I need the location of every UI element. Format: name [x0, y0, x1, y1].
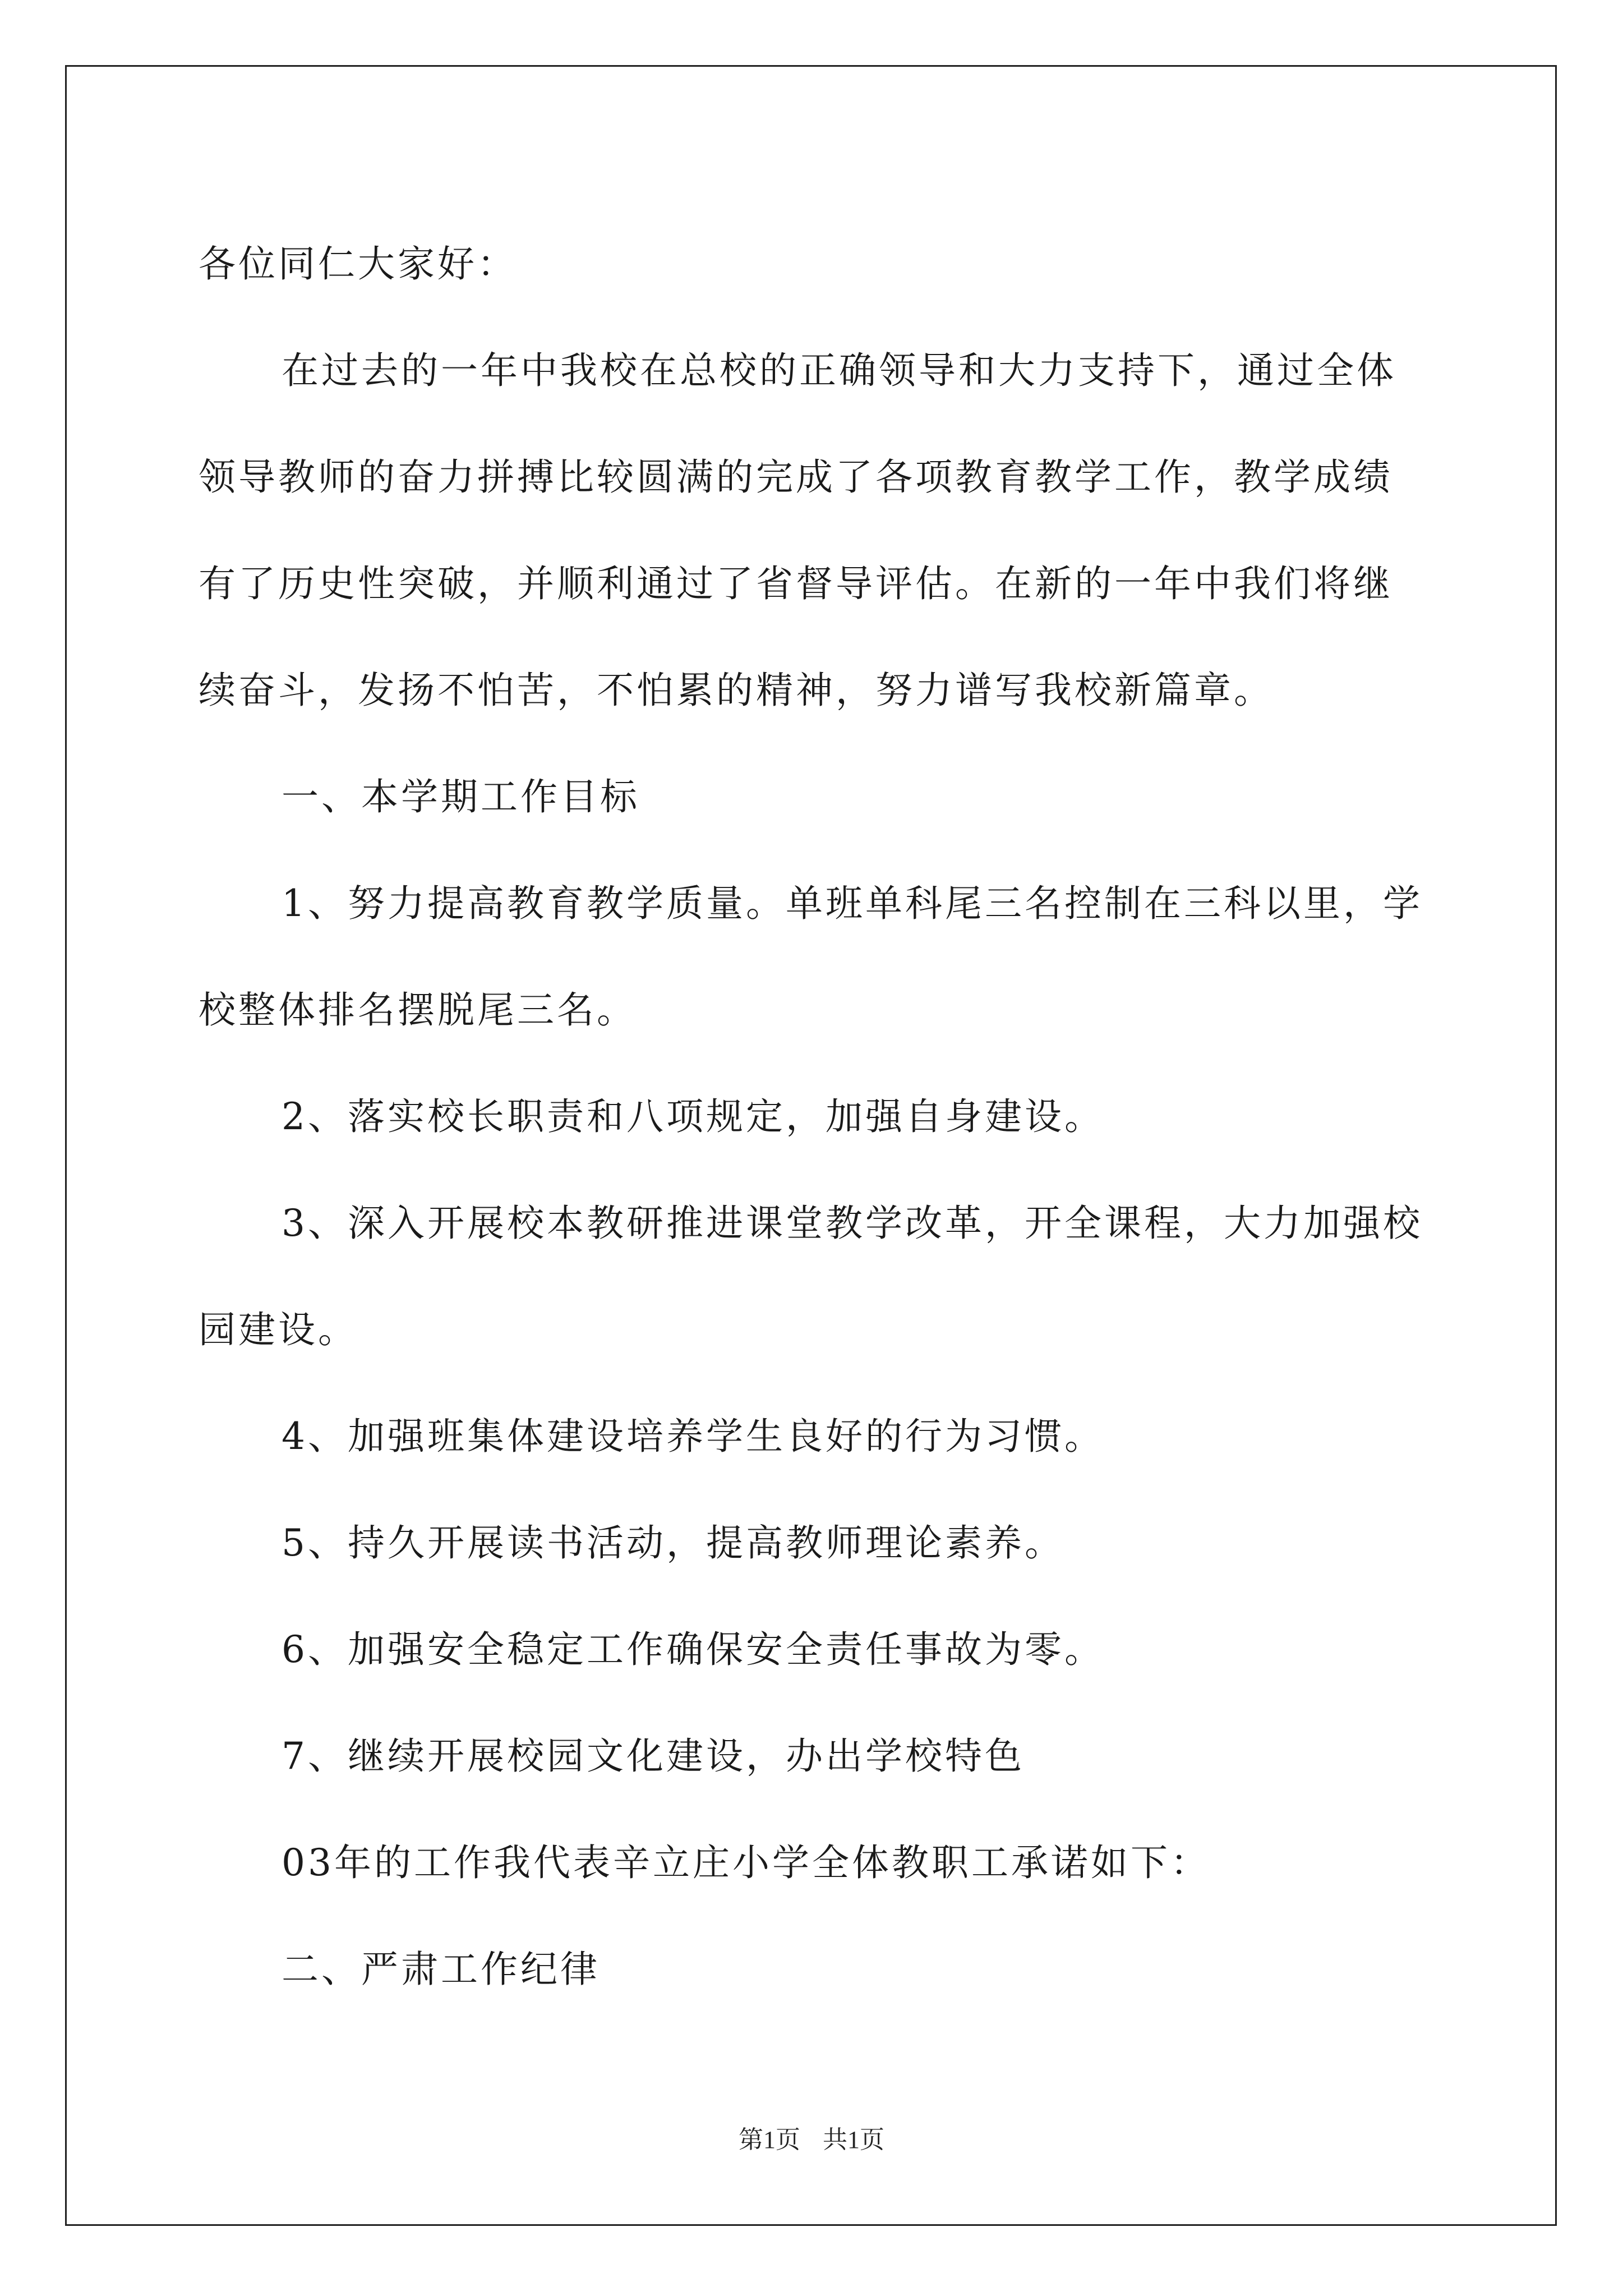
pledge-intro: 03年的工作我代表辛立庄小学全体教职工承诺如下： [282, 1841, 1210, 1884]
page-number-current: 第1页 [739, 2126, 800, 2154]
goal-item-1: 1、努力提高教育教学质量。单班单科尾三名控制在三科以里，学校整体排名摆脱尾三名。 [199, 882, 1423, 1032]
section-heading-goals: 一、本学期工作目标 [282, 775, 640, 818]
greeting-line: 各位同仁大家好： [199, 242, 517, 286]
page-footer [0, 2119, 1623, 2155]
document-body [199, 211, 1424, 2023]
section-heading-discipline: 二、严肃工作纪律 [282, 1948, 600, 1991]
goal-item-2: 2、落实校长职责和八项规定，加强自身建设。 [282, 1095, 1104, 1138]
goal-item-3: 3、深入开展校本教研推进课堂教学改革，开全课程，大力加强校园建设。 [199, 1202, 1423, 1351]
goal-item-6: 6、加强安全稳定工作确保安全责任事故为零。 [282, 1628, 1104, 1671]
goal-item-5: 5、持久开展读书活动，提高教师理论素养。 [282, 1521, 1064, 1565]
goal-item-4: 4、加强班集体建设培养学生良好的行为习惯。 [282, 1415, 1104, 1458]
paragraph-intro: 在过去的一年中我校在总校的正确领导和大力支持下，通过全体领导教师的奋力拼搏比较圆满的完成了各项教育教学工作，教学成绩有了历史性突破，并顺利通过了省督导评估。在新的一年中我们将继续奋斗，发扬不怕苦，不怕累的精神，努力谱写我校新篇章。 [199, 349, 1396, 712]
page-number-total: 共1页 [823, 2126, 884, 2154]
goal-item-7: 7、继续开展校园文化建设，办出学校特色 [282, 1734, 1025, 1778]
